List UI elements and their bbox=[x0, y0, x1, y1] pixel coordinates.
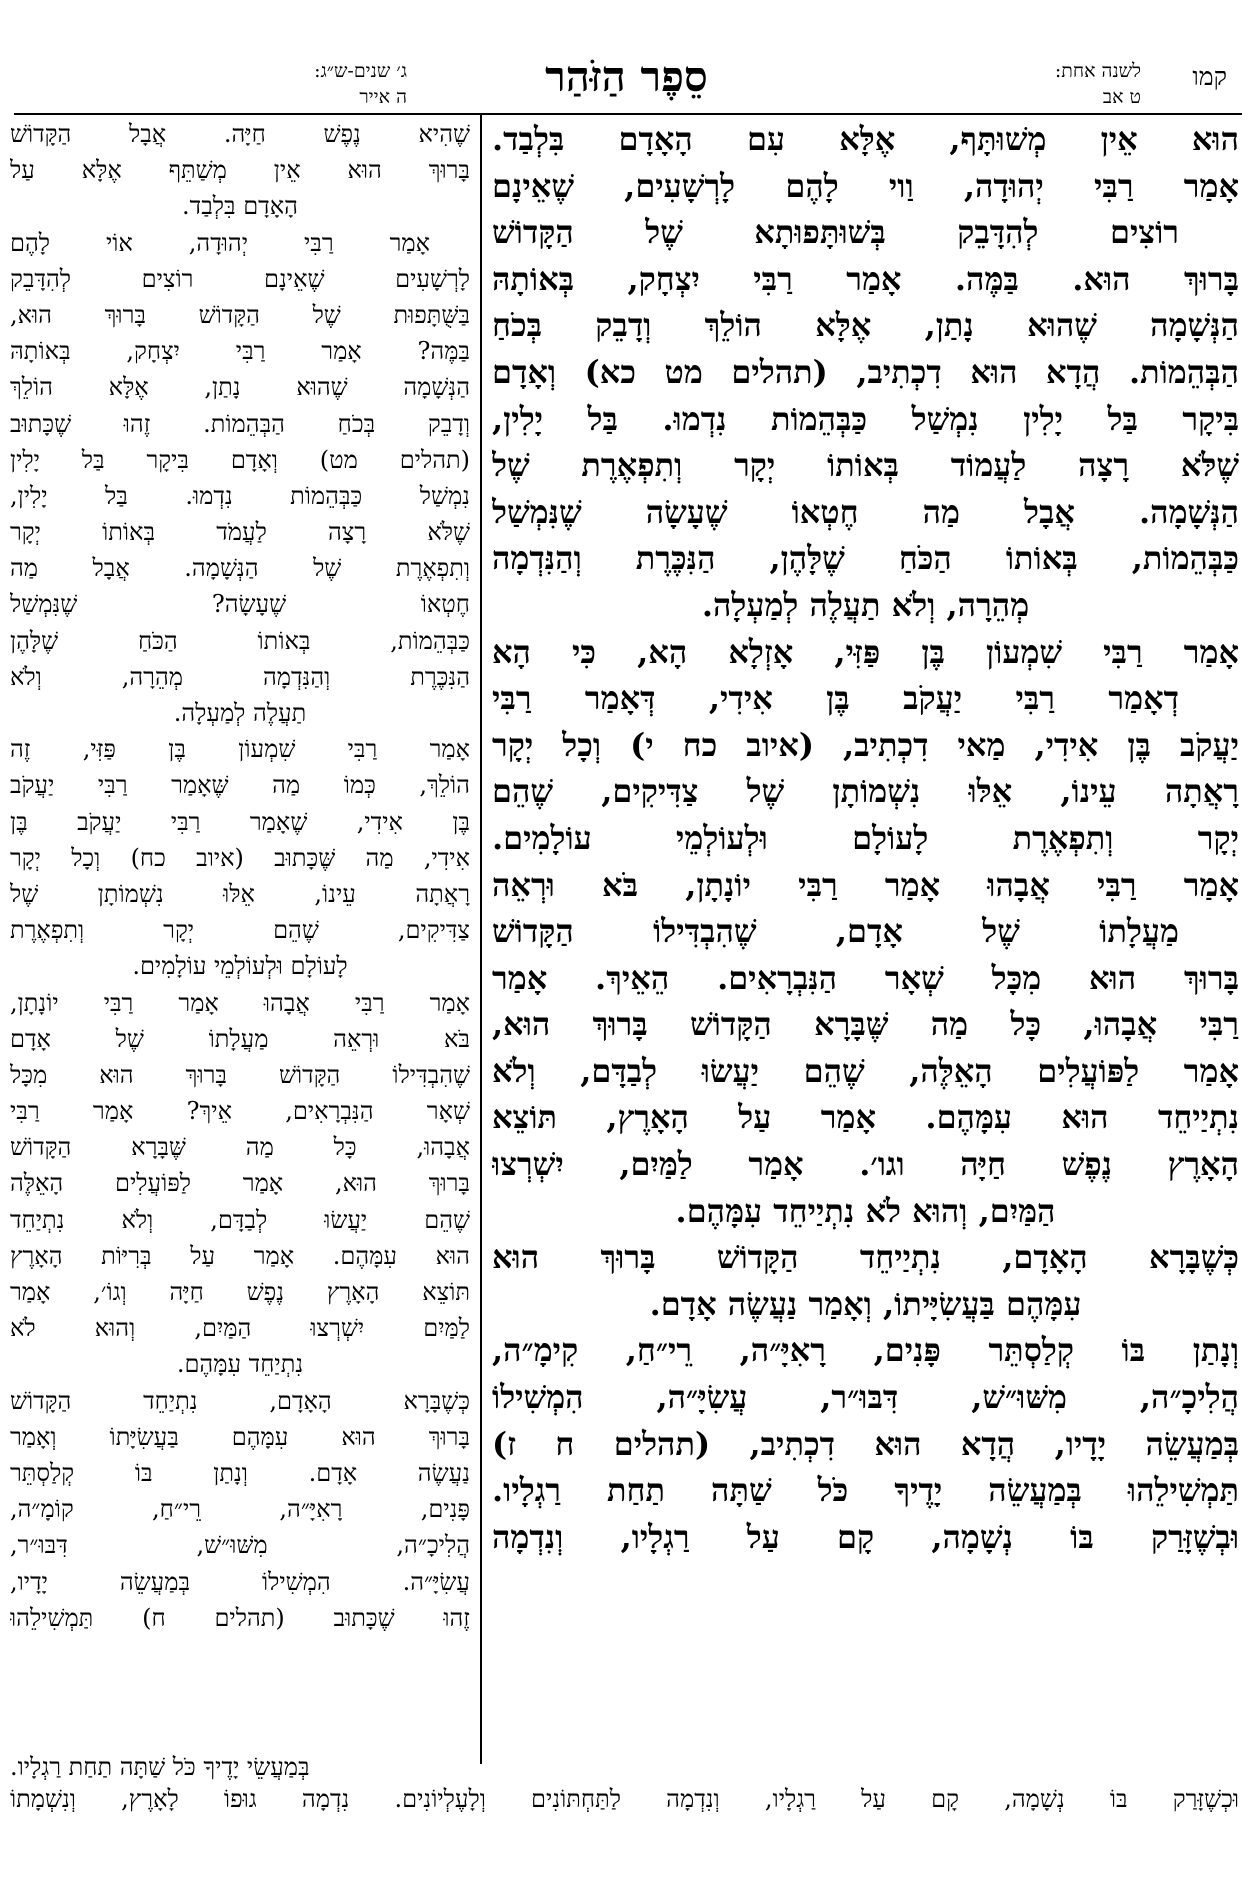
main-line: מְהֵרָה, וְלֹא תַעֲלֶה לְמַעְלָה. bbox=[701, 585, 1030, 624]
main-line: רוֹצִים לְהִדָּבֵק בְּשׁוּתָּפוּתָא שֶׁל הַקָּדוֹשׁ bbox=[492, 213, 1179, 252]
main-line: רַבִּי אֲבָהוּ, כָּל מַה שֶּׁבָּרָא הַקָּדוֹשׁ בָּרוּךְ הוּא, bbox=[492, 1005, 1239, 1044]
main-line: מַעֲלָתוֹ שֶׁל אָדָם, שֶׁהִבְדִּילוֹ הַקָּדוֹשׁ bbox=[492, 912, 1179, 951]
hebrew-translation-column bbox=[10, 116, 470, 1636]
side-line: לַמַּיִם יִשְׁרְצוּ הַמַּיִם, וְהוּא לֹא bbox=[10, 1314, 470, 1343]
main-line: בָּרוּךְ הוּא מִכָּל שְׁאָר הַנִּבְרָאִים. הֵאֵיךְ. אָמַר bbox=[492, 958, 1239, 997]
main-line: בְּמַעֲשֵׂה יָדָיו, הֲדָא הוּא דִכְתִיב, (תהלים ח ז) bbox=[492, 1424, 1239, 1463]
book-title: סֵפֶר הַזֹּהַר bbox=[545, 52, 708, 101]
side-line: פָּנִים, רָאִיָּ״ה, רֵי״חַ, קוֹמָ״ה, bbox=[10, 1495, 470, 1524]
column-divider bbox=[480, 114, 482, 1764]
side-line: תַעֲלֶה לְמַעְלָה. bbox=[173, 699, 307, 727]
side-line: בַּשֻּׁתָּפוּת שֶׁל הַקָּדוֹשׁ בָּרוּךְ הוּא, bbox=[10, 300, 470, 329]
side-line: שֶׁלֹּא רָצָה לַעֲמֹד בְּאוֹתוֹ יְקָר bbox=[10, 518, 470, 547]
side-continuation-line: בְּמַעֲשֵׂי יָדֶיךָ כֹּל שַׁתָּה תַחַת רַגְלָיו. bbox=[10, 1753, 310, 1781]
side-line: בַּמֶּה? אָמַר רַבִּי יִצְחָק, בְּאוֹתָהּ bbox=[10, 337, 470, 366]
main-line: בָּרוּךְ הוּא. בַּמֶּה. אָמַר רַבִּי יִצְחָק, בְּאוֹתָהּ bbox=[492, 259, 1239, 298]
main-line: נִתְיַיחֵד הוּא עִמָּהֶם. אָמַר עַל הָאָרֶץ, תּוֹצֵא bbox=[492, 1098, 1239, 1137]
side-line: הַנְּשָׁמָה שֶׁהוּא נָתַן, אֶלָּא הוֹלֵךְ bbox=[10, 373, 470, 402]
reading-date-one-year: ט אב bbox=[1102, 86, 1141, 108]
side-line: אָמַר רַבִּי שִׁמְעוֹן בֶּן פַּזִּי, זֶה bbox=[10, 735, 470, 764]
main-line: וְנָתַן בּוֹ קְלַסְתֵּר פָּנִים, רָאִיָּ״ה, רֵי״חַ, קִימָ״ה, bbox=[492, 1331, 1239, 1370]
side-line: כַּבְּהֵמוֹת, בְּאוֹתוֹ הַכֹּחַ שֶׁלָּהֶן bbox=[10, 626, 470, 655]
side-line: כְּשֶׁבָּרָא הָאָדָם, נִתְיַחֵד הַקָּדוֹשׁ bbox=[10, 1386, 470, 1415]
main-line: בִּיקָר בַּל יָלִין נִמְשַׁל כַּבְּהֵמוֹת נִדְמוּ. בַּל יָלִין, bbox=[492, 399, 1239, 438]
main-line: כַּבְּהֵמוֹת, בְּאוֹתוֹ הַכֹּחַ שֶׁלָּהֶן, הַנִּכֶּרֶת וְהַנִּדְמָה bbox=[492, 539, 1239, 578]
side-line: שֶׁהִיא נֶפֶשׁ חַיָּה. אֲבָל הַקָּדוֹשׁ bbox=[10, 120, 470, 148]
side-line: הוּא עִמָּהֶם. אָמַר עַל בְּרִיּוֹת הָאָרֶץ bbox=[10, 1241, 470, 1270]
aramaic-main-column bbox=[492, 116, 1239, 1560]
main-line: אָמַר רַבִּי אֲבָהוּ אָמַר רַבִּי יוֹנָתָן, בֹּא וּרְאֵה bbox=[492, 865, 1239, 904]
side-line: אֲבָהוּ, כָּל מַה שֶּׁבָּרָא הַקָּדוֹשׁ bbox=[10, 1133, 470, 1162]
main-line: יְקָר וְתִפְאֶרֶת לָעוֹלָם וּלְעוֹלְמֵי עוֹלָמִים. bbox=[492, 818, 1239, 857]
main-line: תַּמְשִׁילֵהוּ בְּמַעֲשֵׂה יָדֶיךָ כֹּל שַׁתָּה תַחַת רַגְלָיו. bbox=[492, 1471, 1239, 1510]
side-line: נִתְיַחֵד עִמָּהֶם. bbox=[176, 1350, 304, 1379]
main-line: הֲלִיכָ״ה, מִשּׁוּ״שׁ, דִּבּוּ״ר, עֲשִׂיָּ״ה, הִמְשִׁילוֹ bbox=[492, 1378, 1239, 1417]
reading-schedule-one-year: לשנה אחת: bbox=[1054, 60, 1141, 82]
side-line: וְתִפְאֶרֶת שֶׁל הַנְּשָׁמָה. אֲבָל מַה bbox=[10, 554, 470, 583]
main-line: שֶׁלֹּא רָצָה לַעֲמוֹד בְּאוֹתוֹ יְקָר וְתִפְאֶרֶת שֶׁל bbox=[492, 446, 1239, 485]
side-line: עֲשִׂיָּ״ה. הִמְשִׁילוֹ בְּמַעֲשֵׂה יָדָיו, bbox=[10, 1567, 470, 1596]
reading-schedule-three-years: ג׳ שנים-ש״ג: bbox=[314, 60, 407, 82]
main-line: הַמַּיִם, וְהוּא לֹא נִתְיַיחֵד עִמָּהֶם. bbox=[675, 1191, 1056, 1230]
side-line: (תהלים מט) וְאָדָם בִּיקָר בַּל יָלִין bbox=[10, 445, 470, 474]
main-line: רָאֲתָה עֵינוֹ, אֵלּוּ נִשְׁמוֹתָן שֶׁל צַדִּיקִים, שֶׁהֵם bbox=[492, 772, 1239, 811]
reading-date-three-years: ה אייר bbox=[359, 86, 407, 108]
side-line: הַנִּכֶּרֶת וְהַנִּדְמָה מְהֵרָה, וְלֹא bbox=[10, 662, 470, 691]
main-line: וּבְשֶׁזָּרַק בּוֹ נְשָׁמָה, קָם עַל רַגְלָיו, וְנִדְמָה bbox=[492, 1517, 1239, 1556]
side-line: אָמַר רַבִּי יְהוּדָה, אוֹי לָהֶם bbox=[10, 228, 430, 257]
main-line: יַעֲקֹב בֶּן אִידִי, מַאי דִכְתִיב, (איוב כח י) וְכָל יְקָר bbox=[492, 725, 1239, 764]
side-line: אִידִי, מַה שֶּׁכָּתוּב (איוב כח) וְכָל יְקָר bbox=[10, 843, 470, 872]
main-line: הוּא אֵין מְשׁוּתָּף, אֶלָּא עִם הָאָדָם בִּלְבַד. bbox=[492, 120, 1239, 158]
side-line: בָּרוּךְ הוּא אֵין מְשַׁתֵּף אֶלָּא עַל bbox=[10, 156, 470, 185]
full-width-continuation-line: וּכְשֶׁזָּרַק בּוֹ נְשָׁמָה, קָם עַל רַגְלָיו, וְנִדְמָה לַתַּחְתּוֹנִים וְלָעֶלְיוֹנִים. נִדְמָה גוּפוֹ לָאָרֶץ, וְנִשְׁמָתוֹ bbox=[10, 1785, 1239, 1813]
side-line: שְׁאָר הַנִּבְרָאִים, אֵיךְ? אָמַר רַבִּי bbox=[10, 1097, 470, 1126]
side-line: שֶׁהֵם יַעֲשׂוּ לְבַדָּם, וְלֹא נִתְיַחֵד bbox=[10, 1205, 470, 1234]
side-line: בָּרוּךְ הוּא, אָמַר לַפּוֹעֲלִים הָאֵלֶּה bbox=[10, 1169, 470, 1198]
side-line: הוֹלֵךְ, כְּמוֹ מַה שֶּׁאָמַר רַבִּי יַעֲקֹב bbox=[10, 771, 470, 800]
side-line: רָאֲתָה עֵינוֹ, אֵלּוּ נִשְׁמוֹתָן שֶׁל bbox=[10, 879, 470, 908]
main-line: דְאָמַר רַבִּי יַעֲקֹב בֶּן אִידִי, דְּאָמַר רַבִּי bbox=[492, 679, 1179, 718]
main-line: אָמַר רַבִּי שִׁמְעוֹן בֶּן פַּזִּי, אָזְלָא הָא, כִּי הָא bbox=[492, 632, 1239, 671]
page-number: קמו bbox=[1192, 62, 1227, 91]
side-line: הֲלִיכָ״ה, מִשּׁוּ״שׁ, דִּבּוּ״ר, bbox=[10, 1531, 470, 1560]
side-line: לָרְשָׁעִים שֶׁאֵינָם רוֹצִים לְהִדָּבֵק bbox=[10, 264, 470, 293]
side-line: צַדִּיקִים, שֶׁהֵם יְקָר וְתִפְאֶרֶת bbox=[10, 916, 470, 945]
side-line: בָּרוּךְ הוּא עִמָּהֶם בַּעֲשִׂיָּתוֹ וְאָמַר bbox=[10, 1422, 470, 1451]
main-line: עִמָּהֶם בַּעֲשִׂיָּיתוֹ, וְאָמַר נַעֲשֶׂה אָדָם. bbox=[649, 1284, 1082, 1323]
side-line: נַעֲשֶׂה אָדָם. וְנָתַן בּוֹ קְלַסְתֵּר bbox=[10, 1458, 470, 1487]
side-line: הָאָדָם בִּלְבַד. bbox=[182, 192, 298, 221]
side-line: אָמַר רַבִּי אֲבָהוּ אָמַר רַבִּי יוֹנָתָן, bbox=[10, 988, 470, 1017]
header-rule bbox=[14, 113, 1242, 115]
side-line: לָעוֹלָם וּלְעוֹלְמֵי עוֹלָמִים. bbox=[132, 952, 348, 981]
main-line: אָמַר רַבִּי יְהוּדָה, וַוי לָהֶם לָרְשָׁעִים, שֶׁאֵינָם bbox=[492, 166, 1239, 205]
side-line: בֶּן אִידִי, שֶׁאָמַר רַבִּי יַעֲקֹב בֶּן bbox=[10, 807, 470, 836]
main-line: הַבְּהֵמוֹת. הֲדָא הוּא דִכְתִיב, (תהלים מט כא) וְאָדָם bbox=[492, 352, 1239, 391]
main-line: הַנְּשָׁמָה שֶׁהוּא נָתַן, אֶלָּא הוֹלֵךְ וְדָבֵק בְּכֹחַ bbox=[492, 306, 1239, 345]
side-line: חֶטְאוֹ שֶׁעָשָׂה? שֶׁנִּמְשַׁל bbox=[10, 590, 470, 619]
side-line: תּוֹצֵא הָאָרֶץ נֶפֶשׁ חַיָּה וְגוֹ׳, אָמַר bbox=[10, 1278, 470, 1306]
side-line: שֶׁהִבְדִּילוֹ הַקָּדוֹשׁ בָּרוּךְ הוּא מִכָּל bbox=[10, 1060, 470, 1089]
main-line: הָאָרֶץ נֶפֶשׁ חַיָּה וגו׳. אָמַר לַמַּיִם, יִשְׁרְצוּ bbox=[492, 1145, 1239, 1184]
side-line: בֹּא וּרְאֵה מַעֲלָתוֹ שֶׁל אָדָם bbox=[10, 1024, 470, 1053]
main-line: הַנְּשָׁמָה. אֲבָל מַה חֶטְאוֹ שֶׁעָשָׂה שֶׁנִּמְשַׁל bbox=[492, 492, 1239, 531]
main-line: אָמַר לַפּוֹעֲלִים הָאֵלֶּה, שֶׁהֵם יַעֲשׂוּ לְבַדָּם, וְלֹא bbox=[492, 1051, 1239, 1090]
main-line: כְּשֶׁבָּרָא הָאָדָם, נִתְיַיחֵד הַקָּדוֹשׁ בָּרוּךְ הוּא bbox=[492, 1238, 1239, 1277]
side-line: נִמְשַׁל כַּבְּהֵמוֹת נִדְמוּ. בַּל יָלִין, bbox=[10, 481, 470, 510]
side-line: וְדָבֵק בְּכֹחַ הַבְּהֵמוֹת. זֶהוּ שֶׁכָּתוּב bbox=[10, 409, 470, 438]
side-line: זֶהוּ שֶׁכָּתוּב (תהלים ח) תַּמְשִׁילֵהוּ bbox=[10, 1603, 470, 1632]
